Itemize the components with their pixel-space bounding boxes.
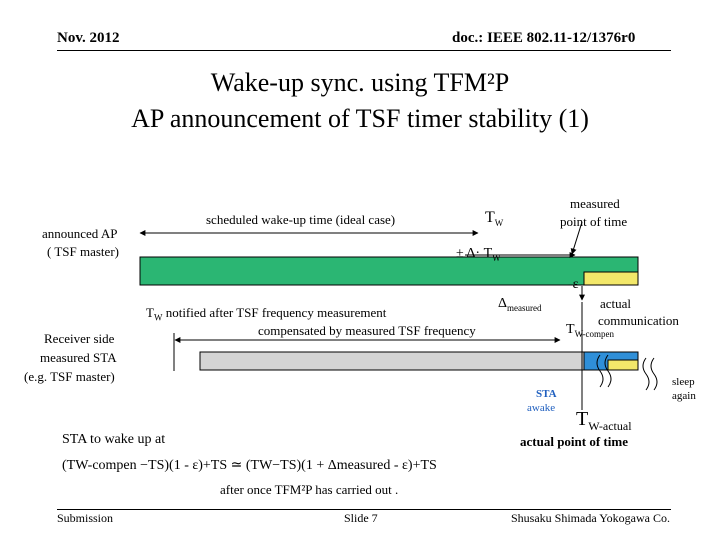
- tw-label: $T_W$: [485, 209, 504, 229]
- actual-comm-label-1: actual: [600, 296, 632, 311]
- sta-wake-label: STA to wake up at: [62, 432, 166, 447]
- measured-point-label-2: point of time: [560, 214, 628, 229]
- receiver-bar: [200, 352, 638, 370]
- after-once-text: after once TFM²P has carried out .: [220, 482, 399, 497]
- compensated-label: compensated by measured TSF frequency: [258, 323, 476, 338]
- sleep-label-2: again: [672, 390, 696, 402]
- announced-ap-sublabel: ( TSF master): [47, 244, 119, 259]
- pm-delta-label: ± $\Delta\cdot T_W$: [456, 246, 501, 263]
- footer-slide-number: Slide 7: [344, 511, 378, 525]
- header-date: Nov. 2012: [57, 30, 120, 46]
- slide-title-line1: Wake-up sync. using TFM²P: [210, 68, 510, 97]
- sta-awake-yellow: [608, 360, 638, 370]
- receiver-label-2: measured STA: [40, 350, 117, 365]
- footer-submission: Submission: [57, 511, 114, 525]
- actual-comm-label-2: communication: [598, 313, 679, 328]
- sta-awake-label-1: STA: [536, 388, 557, 400]
- tw-compen-label: $T_{W-compen}$: [566, 322, 615, 339]
- slide-title-line2: AP announcement of TSF timer stability (1): [131, 104, 589, 133]
- actual-point-label: actual point of time: [520, 434, 628, 449]
- footer-rule: [57, 509, 671, 510]
- tw-actual-label: $T_{W-actual}$: [576, 408, 632, 433]
- measured-point-label-1: measured: [570, 196, 620, 211]
- delta-measured-label: $\Delta_{measured}$: [498, 296, 542, 313]
- sleep-squiggle: [643, 358, 649, 390]
- scheduled-label: scheduled wake-up time (ideal case): [206, 212, 396, 227]
- ap-bar: [140, 257, 638, 285]
- receiver-label-1: Receiver side: [44, 331, 115, 346]
- sta-awake-label-2: awake: [527, 402, 556, 414]
- formula-text: (TW-compen −TS)(1 - ε)+TS ≃ (TW−TS)(1 + Δmeasured - ε)+TS: [62, 458, 437, 473]
- announced-ap-label: announced AP: [42, 226, 118, 241]
- footer-author: Shusaku Shimada Yokogawa Co.: [511, 511, 671, 525]
- tw-notified-label: $T_W$ notified after TSF frequency measurement: [146, 305, 387, 323]
- sleep-label-1: sleep: [672, 376, 695, 388]
- ap-actual-comm-block: [584, 272, 638, 285]
- header-doc-id: doc.: IEEE 802.11-12/1376r0: [452, 30, 636, 46]
- receiver-label-3: (e.g. TSF master): [24, 369, 115, 384]
- minus-eps-label: -ε: [568, 277, 579, 292]
